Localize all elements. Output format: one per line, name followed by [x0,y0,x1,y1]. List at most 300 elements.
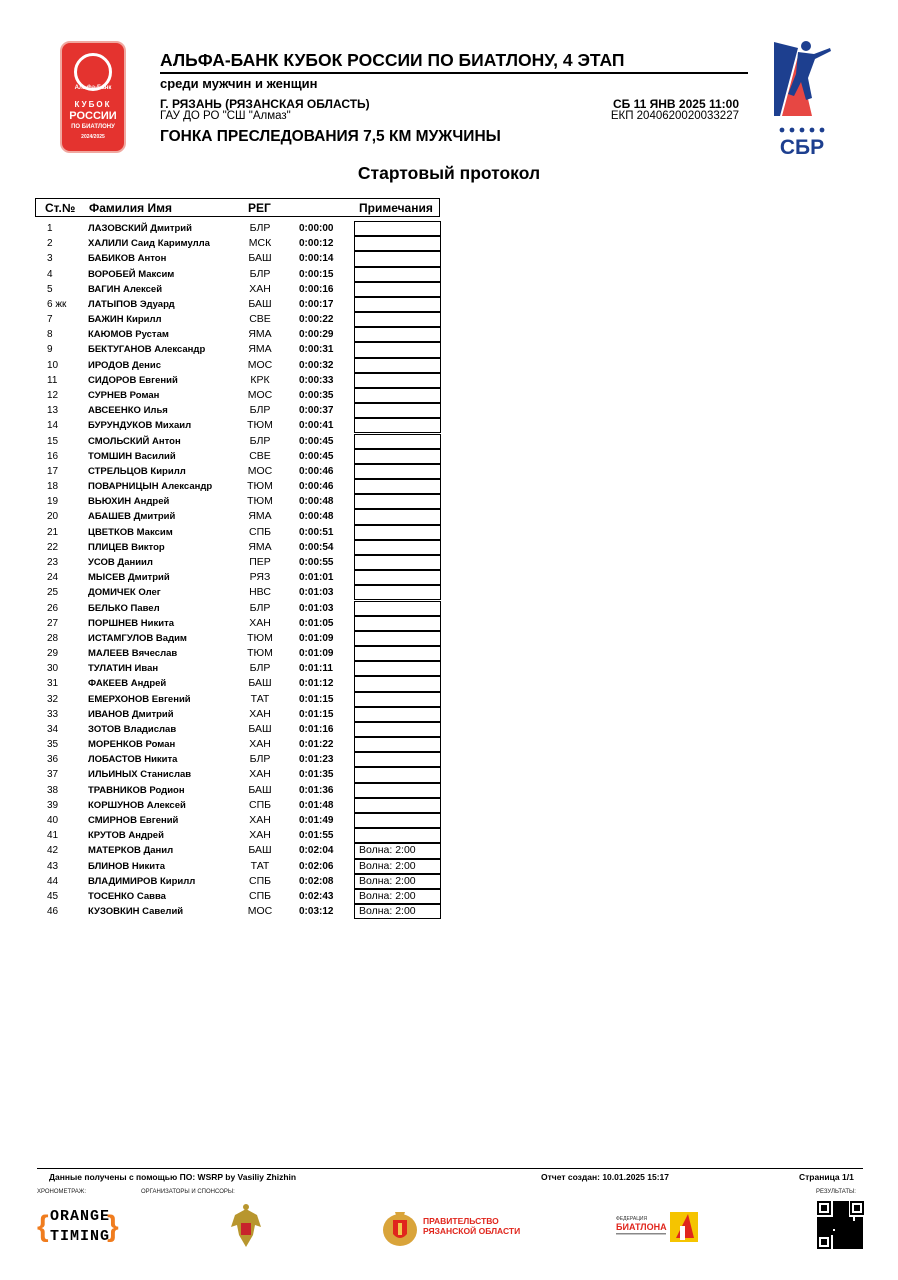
region-code: БЛР [249,404,271,417]
start-time: 0:01:15 [299,708,334,720]
start-time: 0:03:12 [299,906,334,918]
start-number: 27 [47,617,59,629]
table-row [35,585,441,600]
notes-cell [354,707,441,722]
region-code: КРК [250,373,270,386]
notes-cell [354,540,441,555]
start-time: 0:00:32 [299,359,334,371]
start-number: 36 [47,754,59,766]
athlete-name: ТУЛАТИН Иван [88,663,159,675]
start-time: 0:00:41 [299,420,334,432]
notes-cell [354,373,441,388]
start-number: 7 [47,314,53,326]
region-code: ЯМА [248,540,272,553]
notes-cell: Волна: 2:00 [354,904,441,919]
start-time: 0:01:05 [299,617,334,629]
table-row [35,297,441,312]
athlete-name: ИРОДОВ Денис [88,359,161,371]
notes-cell [354,525,441,540]
start-number: 4 [47,268,53,280]
start-time: 0:01:15 [299,693,334,705]
start-time: 0:01:09 [299,632,334,644]
start-time: 0:01:22 [299,739,334,751]
table-header [35,198,440,217]
start-number: 1 [47,223,53,234]
region-code: ХАН [249,282,271,295]
start-number: 28 [47,632,59,644]
region-code: БАШ [248,783,272,796]
notes-cell [354,342,441,357]
footer-created: Отчет создан: 10.01.2025 15:17 [541,1172,669,1182]
athlete-name: ПОВАРНИЦЫН Александр [88,481,213,493]
athlete-name: ДОМИЧЕК Олег [88,587,161,599]
notes-cell [354,434,441,449]
notes-cell [354,692,441,707]
table-row [35,676,441,691]
athlete-name: СИДОРОВ Евгений [88,374,178,386]
table-row [35,692,441,707]
start-time: 0:00:14 [299,253,334,265]
athlete-name: ВОРОБЕЙ Максим [88,268,175,280]
document-title: Стартовый протокол [357,163,541,183]
start-number: 37 [47,769,59,781]
notes-cell [354,358,441,373]
athlete-name: БЛИНОВ Никита [88,860,166,872]
table-row [35,904,441,919]
notes-cell: Волна: 2:00 [354,843,441,858]
table-row [35,631,441,646]
start-number: 9 [47,344,53,356]
notes-cell [354,616,441,631]
notes-cell [354,403,441,418]
region-code: БЛР [249,753,271,766]
athlete-name: БЕКТУГАНОВ Александр [88,344,206,356]
start-time: 0:01:16 [299,723,334,735]
start-time: 0:00:46 [299,481,334,493]
region-code: НВС [249,586,271,599]
notes-cell [354,737,441,752]
athlete-name: МОРЕНКОВ Роман [88,739,176,751]
notes-cell: Волна: 2:00 [354,889,441,904]
region-code: ХАН [249,829,271,842]
notes-cell [354,813,441,828]
start-number: 40 [47,815,59,827]
start-number: 26 [47,602,59,614]
region-code: МОС [247,905,273,918]
table-row [35,449,441,464]
region-code: СВЕ [249,313,271,326]
start-number: 41 [47,830,59,842]
start-number: 44 [47,875,59,887]
athlete-name: БАЖИН Кирилл [88,314,162,326]
table-row [35,236,441,251]
table-row [35,722,441,737]
start-time: 0:01:55 [299,830,334,842]
notes-cell [354,494,441,509]
start-number: 15 [47,435,59,447]
region-code: ТЮМ [247,480,273,493]
start-time: 0:01:35 [299,769,334,781]
table-row [35,251,441,266]
notes-cell [354,676,441,691]
athlete-name: СМОЛЬСКИЙ Антон [88,435,181,447]
start-time: 0:00:54 [299,541,334,553]
start-time: 0:00:48 [299,511,334,523]
start-time: 0:00:33 [299,374,334,386]
table-row [35,767,441,782]
ministry-emblem-icon [227,1203,265,1251]
start-number: 23 [47,556,59,568]
notes-cell [354,418,441,433]
start-time: 0:01:49 [299,815,334,827]
region-code: БЛР [249,222,271,234]
table-row [35,342,441,357]
start-time: 0:00:29 [299,329,334,341]
cup-logo-sponsor: Альфа-Банк [74,85,112,91]
athlete-name: СУРНЕВ Роман [88,389,160,401]
start-number: 25 [47,587,59,599]
notes-cell [354,798,441,813]
notes-cell [354,509,441,524]
table-row [35,889,441,904]
orange-timing-line1: ORANGE [50,1208,111,1225]
table-row [35,221,441,236]
start-time: 0:01:03 [299,587,334,599]
region-code: ТАТ [250,692,270,705]
athlete-name: МЫСЕВ Дмитрий [88,572,170,584]
event-datetime: СБ 11 ЯНВ 2025 11:00 [613,97,739,111]
table-row [35,282,441,297]
athlete-name: ЦВЕТКОВ Максим [88,526,173,538]
table-row [35,555,441,570]
region-code: ТЮМ [247,647,273,660]
start-number: 20 [47,511,59,523]
notes-cell [354,631,441,646]
region-code: РЯЗ [249,571,271,584]
start-number: 46 [47,906,59,918]
athlete-name: СТРЕЛЬЦОВ Кирилл [88,465,186,477]
start-number: 38 [47,784,59,796]
title-divider [160,72,748,74]
start-time: 0:02:04 [299,845,334,857]
region-code: ЯМА [248,343,272,356]
athlete-name: ИЛЬИНЫХ Станислав [88,769,192,781]
table-row [35,843,441,858]
footer-page: Страница 1/1 [799,1172,854,1182]
athlete-name: КАЮМОВ Рустам [88,329,169,341]
start-number: 22 [47,541,59,553]
start-time: 0:00:17 [299,298,334,310]
start-time: 0:01:11 [299,663,333,675]
athlete-name: БАБИКОВ Антон [88,253,167,265]
table-row [35,601,441,616]
start-time: 0:01:36 [299,784,334,796]
notes-cell [354,297,441,312]
start-number: 34 [47,723,59,735]
athlete-name: ФАКЕЕВ Андрей [88,678,167,690]
athlete-name: КОРШУНОВ Алексей [88,799,186,811]
footer-divider [37,1168,863,1169]
region-code: ХАН [249,768,271,781]
bracket-icon: { [37,1210,49,1243]
table-row [35,540,441,555]
athlete-name: БУРУНДУКОВ Михаил [88,420,192,432]
start-number: 8 [47,329,53,341]
start-time: 0:00:12 [299,238,334,250]
athlete-name: КУЗОВКИН Савелий [88,906,184,918]
table-row [35,661,441,676]
event-ekp: ЕКП 2040620020033227 [610,110,739,122]
athlete-name: ЛОБАСТОВ Никита [88,754,178,766]
col-name: Фамилия Имя [89,201,173,215]
region-code: БЛР [249,267,271,280]
start-number: 14 [47,420,59,432]
table-row [35,312,441,327]
sbr-logo-text: СБР [779,136,825,158]
start-time: 0:00:46 [299,465,334,477]
start-number: 10 [47,359,59,371]
notes-cell [354,601,441,616]
start-time: 0:01:23 [299,754,334,766]
athlete-name: УСОВ Даниил [88,556,153,568]
cup-logo-line3: РОССИИ [69,110,117,122]
region-code: СПБ [248,874,272,887]
region-code: СПБ [248,798,272,811]
start-time: 0:01:01 [299,572,334,584]
notes-cell [354,251,441,266]
start-number: 5 [47,283,53,295]
start-time: 0:00:51 [299,526,334,538]
athlete-name: ХАЛИЛИ Саид Каримулла [88,238,210,250]
start-time: 0:00:16 [299,283,334,295]
region-code: БЛР [249,434,271,447]
start-number: 18 [47,481,59,493]
notes-cell [354,585,441,600]
biathlete-icon [768,38,836,158]
start-time: 0:01:03 [299,602,334,614]
athlete-name: СМИРНОВ Евгений [88,815,179,827]
start-number: 2 [47,238,53,250]
region-code: СВЕ [249,449,271,462]
athlete-name: ЛАЗОВСКИЙ Дмитрий [88,223,192,234]
table-row [35,267,441,282]
ryazan-government-logo [423,1216,520,1236]
notes-cell [354,661,441,676]
table-row [35,707,441,722]
col-no: Ст.№ [45,201,76,215]
athlete-name: КРУТОВ Андрей [88,830,164,842]
cup-logo [60,41,126,153]
athlete-name: ВАГИН Алексей [88,283,163,295]
region-code: МОС [247,464,273,477]
start-number: 45 [47,890,59,902]
region-code: ТАТ [250,859,270,872]
notes-cell [354,479,441,494]
fed-logo-line2: БИАТЛОНА [616,1222,667,1232]
region-code: ХАН [249,814,271,827]
table-row [35,494,441,509]
event-title: АЛЬФА-БАНК КУБОК РОССИИ ПО БИАТЛОНУ, 4 ЭТАП [160,50,625,70]
athlete-name: АБАШЕВ Дмитрий [88,511,176,523]
start-number: 42 [47,845,59,857]
cup-logo-season: 2024/2025 [81,134,105,140]
notes-cell [354,327,441,342]
start-time: 0:00:45 [299,435,334,447]
table-row [35,783,441,798]
start-time: 0:02:08 [299,875,334,887]
cup-logo-line4: ПО БИАТЛОНУ [71,124,115,130]
start-number: 3 [47,253,53,265]
sbr-logo [768,38,836,158]
fed-logo-line1: ФЕДЕРАЦИЯ [616,1216,648,1222]
notes-cell [354,752,441,767]
start-time: 0:02:06 [299,860,334,872]
athlete-name: ИСТАМГУЛОВ Вадим [88,632,187,644]
athlete-name: ТРАВНИКОВ Родион [88,784,185,796]
athlete-name: ЗОТОВ Владислав [88,723,177,735]
table-row [35,327,441,342]
notes-cell [354,267,441,282]
start-time: 0:01:48 [299,799,334,811]
athlete-name: МАТЕРКОВ Данил [88,845,174,857]
table-row [35,403,441,418]
region-code: БАШ [248,844,272,857]
notes-cell [354,221,441,236]
timing-label: ХРОНОМЕТРАЖ: [37,1189,87,1195]
footer-software: Данные получены с помощью ПО: WSRP by Vasiliy Zhizhin [49,1172,297,1182]
start-number: 43 [47,860,59,872]
table-row [35,874,441,889]
start-number: 35 [47,739,59,751]
notes-cell [354,646,441,661]
region-code: ХАН [249,738,271,751]
table-row [35,752,441,767]
notes-cell [354,767,441,782]
start-time: 0:00:22 [299,314,334,326]
region-code: МОС [247,358,273,371]
athlete-name: ИВАНОВ Дмитрий [88,708,174,720]
results-qr-code-icon[interactable] [817,1201,864,1249]
start-number: 29 [47,648,59,660]
orange-timing-logo [37,1205,117,1251]
table-row [35,479,441,494]
table-row [35,358,441,373]
start-time: 0:00:45 [299,450,334,462]
region-code: СПБ [248,889,272,902]
start-number: 21 [47,526,59,538]
start-number: 13 [47,405,59,417]
region-code: БАШ [248,722,272,735]
start-number: 39 [47,799,59,811]
notes-cell [354,312,441,327]
gov-logo-line1: ПРАВИТЕЛЬСТВО [423,1216,499,1226]
start-time: 0:02:43 [299,890,334,902]
notes-cell [354,570,441,585]
start-time: 0:00:15 [299,268,334,280]
start-number: 31 [47,678,59,690]
athlete-name: ЛАТЫПОВ Эдуард [88,298,175,310]
region-code: ЯМА [248,328,272,341]
table-row [35,616,441,631]
athlete-name: ПОРШНЕВ Никита [88,617,175,629]
region-code: БЛР [249,601,271,614]
notes-cell [354,388,441,403]
athlete-name: МАЛЕЕВ Вячеслав [88,648,178,660]
notes-cell [354,282,441,297]
table-row [35,813,441,828]
notes-cell [354,236,441,251]
table-row [35,646,441,661]
notes-cell [354,722,441,737]
athlete-name: ВЬЮХИН Андрей [88,496,170,508]
athlete-name: ТОСЕНКО Савва [88,890,166,902]
start-number: 24 [47,572,59,584]
start-number: 11 [47,374,58,386]
athlete-name: АВСЕЕНКО Илья [88,405,168,417]
athlete-name: ЕМЕРХОНОВ Евгений [88,693,191,705]
start-time: 0:00:00 [299,223,334,234]
notes-cell [354,555,441,570]
table-row [35,828,441,843]
table-row [35,525,441,540]
notes-cell [354,783,441,798]
region-code: ТЮМ [247,495,273,508]
region-code: БАШ [248,252,272,265]
athlete-name: ВЛАДИМИРОВ Кирилл [88,875,196,887]
start-number: 16 [47,450,59,462]
ryazan-coat-of-arms-icon [381,1208,419,1248]
notes-cell [354,449,441,464]
region-code: ТЮМ [247,419,273,432]
start-number: 19 [47,496,59,508]
table-row [35,464,441,479]
region-code: ЯМА [248,510,272,523]
event-subtitle: среди мужчин и женщин [160,76,318,91]
start-time: 0:00:48 [299,496,334,508]
region-code: БЛР [249,662,271,675]
region-code: ПЕР [249,555,271,568]
table-row [35,418,441,433]
start-number: 33 [47,708,59,720]
notes-cell [354,828,441,843]
athlete-name: ТОМШИН Василий [88,450,176,462]
start-time: 0:00:31 [299,344,334,356]
start-time: 0:00:55 [299,556,334,568]
athlete-name: БЕЛЬКО Павел [88,602,160,614]
bracket-icon: } [107,1210,119,1243]
notes-cell [354,464,441,479]
start-number: 6 жк [47,298,67,310]
notes-cell: Волна: 2:00 [354,859,441,874]
table-row [35,859,441,874]
start-number: 32 [47,693,59,705]
gov-logo-line2: РЯЗАНСКОЙ ОБЛАСТИ [423,1226,521,1236]
region-code: ТЮМ [247,631,273,644]
start-number: 17 [47,465,59,477]
event-venue: ГАУ ДО РО "СШ "Алмаз" [160,110,291,122]
region-code: СПБ [248,525,272,538]
biathlon-federation-logo [614,1208,702,1244]
table-row [35,570,441,585]
region-code: БАШ [248,297,272,310]
results-label: РЕЗУЛЬТАТЫ: [816,1189,856,1195]
table-row [35,509,441,524]
event-city: Г. РЯЗАНЬ (РЯЗАНСКАЯ ОБЛАСТЬ) [160,97,370,111]
orange-timing-line2: TIMING [50,1228,111,1245]
start-number: 30 [47,663,59,675]
notes-cell: Волна: 2:00 [354,874,441,889]
start-time: 0:00:37 [299,405,334,417]
